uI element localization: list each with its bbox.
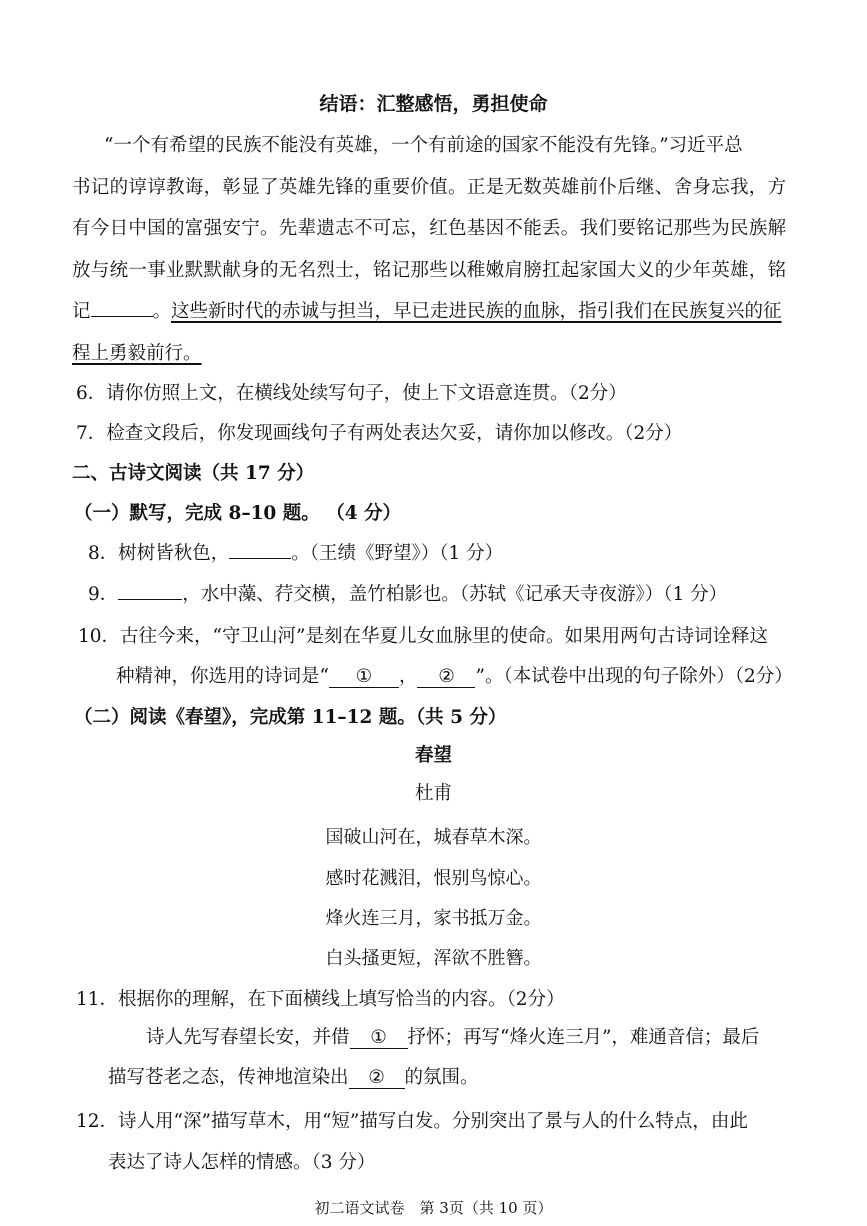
q11-text: 诗人先写春望长安，并借 — [146, 1027, 350, 1048]
page-footer: 初二语文试卷 第 3页（共 10 页） — [314, 1199, 553, 1217]
underlined-sentence-cont — [72, 342, 202, 366]
section-heading: 二、古诗文阅读（共 17 分） — [72, 463, 315, 484]
q8-blank[interactable] — [229, 558, 291, 559]
question-12: 12．诗人用“深”描写草木，用“短”描写白发。分别突出了景与人的什么特点，由此 — [76, 1111, 748, 1132]
q10-blank-2[interactable]: ② — [417, 667, 475, 688]
paragraph-line: 有今日中国的富强安宁。先辈遗志不可忘，红色基因不能丢。我们要铭记那些为民族解 — [72, 218, 787, 239]
q10-tail: ”。（本试卷中出现的句子除外）（2分） — [475, 666, 793, 687]
question-6: 6．请你仿照上文，在横线处续写句子，使上下文语意连贯。（2分） — [76, 383, 627, 404]
question-9 — [88, 583, 727, 607]
question-11: 11．根据你的理解，在下面横线上填写恰当的内容。（2分） — [76, 989, 565, 1010]
q9-number: 9． — [88, 584, 119, 605]
q8-text: 8．树树皆秋色， — [88, 543, 230, 564]
poem-title: 春望 — [414, 745, 452, 766]
q11-blank-2[interactable]: ② — [349, 1068, 405, 1089]
q11-text: 抒怀；再写“烽火连三月”，难通音信；最后 — [407, 1027, 760, 1048]
paragraph-line-with-blank — [72, 300, 782, 324]
question-7: 7．检查文段后，你发现画线句子有两处表达欠妥，请你加以修改。（2分） — [76, 423, 683, 444]
question-10-cont — [116, 665, 793, 689]
line-prefix: 记 — [72, 301, 91, 322]
subsection-heading: （二）阅读《春望》，完成第 11–12 题。（共 5 分） — [74, 707, 507, 728]
poem-line: 国破山河在，城春草木深。 — [325, 827, 542, 848]
q8-source: 。（王绩《野望》）（1 分） — [291, 543, 504, 564]
question-11-line — [146, 1026, 759, 1050]
question-10: 10．古往今来，“守卫山河”是刻在华夏儿女血脉里的使命。如果用两句古诗词诠释这 — [78, 626, 768, 647]
q11-blank-1[interactable]: ① — [350, 1028, 408, 1049]
poem-line: 烽火连三月，家书抵万金。 — [325, 908, 542, 929]
fill-blank[interactable] — [91, 316, 153, 317]
q10-text: 种精神，你选用的诗词是“ — [116, 666, 329, 687]
question-8 — [88, 542, 503, 566]
paragraph-line: 书记的谆谆教诲，彰显了英雄先锋的重要价值。正是无数英雄前仆后继、舍身忘我，方 — [72, 177, 787, 198]
q10-comma: ， — [398, 666, 418, 687]
underlined-sentence: 这些新时代的赤诚与担当，早已走进民族的血脉，指引我们在民族复兴的征 — [171, 301, 782, 322]
q9-text: ，水中藻、荇交横，盖竹柏影也。（苏轼《记承天寺夜游》）（1 分） — [182, 584, 728, 605]
paragraph-line: “一个有希望的民族不能没有英雄，一个有前途的国家不能没有先锋。”习近平总 — [104, 135, 743, 156]
subsection-heading: （一）默写，完成 8–10 题。 （4 分） — [74, 503, 402, 524]
underlined-sentence: 程上勇毅前行。 — [72, 343, 202, 364]
poem-author: 杜甫 — [414, 783, 452, 804]
q11-text: 的氛围。 — [404, 1067, 479, 1088]
poem-line: 白头搔更短，浑欲不胜簪。 — [325, 948, 542, 969]
q10-blank-1[interactable]: ① — [329, 667, 399, 688]
poem-line: 感时花溅泪，恨别鸟惊心。 — [325, 868, 542, 889]
question-11-line — [108, 1066, 479, 1090]
q9-blank[interactable] — [118, 599, 182, 600]
question-12-cont: 表达了诗人怎样的情感。（3 分） — [108, 1152, 376, 1173]
section-title: 结语：汇整感悟，勇担使命 — [319, 93, 548, 115]
line-tail: 。 — [152, 301, 172, 322]
paragraph-line: 放与统一事业默默献身的无名烈士，铭记那些以稚嫩肩膀扛起家国大义的少年英雄，铭 — [72, 260, 787, 281]
q11-text: 描写苍老之态，传神地渲染出 — [108, 1067, 349, 1088]
